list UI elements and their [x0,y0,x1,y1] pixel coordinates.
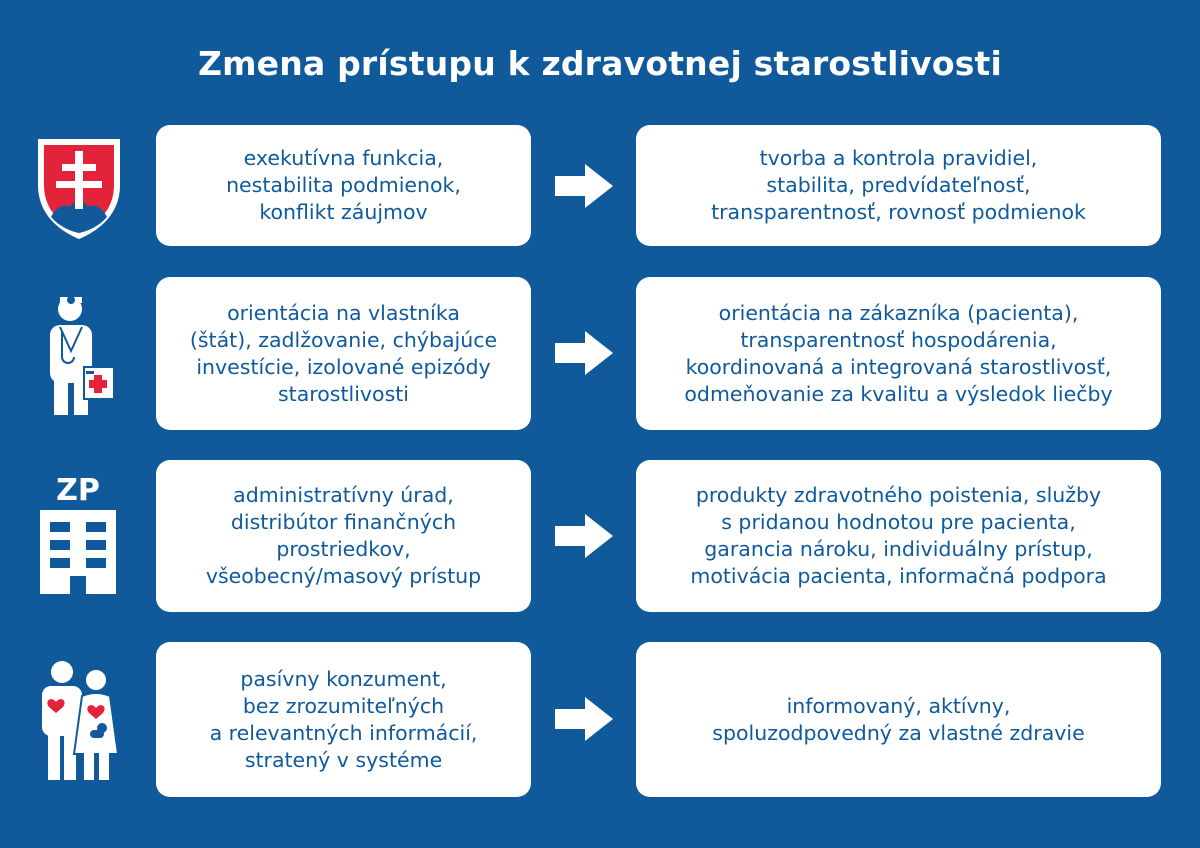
target-state-text: tvorba a kontrola pravidiel, stabilita, predvídateľnosť, transparentnosť, rovnosť podmienok [711,146,1086,224]
row-government [0,125,1200,246]
arrow-right-icon [553,329,615,381]
current-state-box [156,642,531,797]
page-title: Zmena prístupu k zdravotnej starostlivosti [197,44,1003,83]
current-state-box [156,277,531,430]
insurer-label: ZP [56,473,100,508]
doctor-icon [40,291,120,421]
target-state-box [636,460,1161,612]
slovak-coat-of-arms-icon [34,137,124,245]
target-state-text: produkty zdravotného poistenia, služby s pridanou hodnotou pre pacienta, garancia nároku, individuálny prístup, motivácia pacienta, informačná podpora [690,483,1107,588]
row-insurer [0,460,1200,612]
current-state-text: pasívny konzument, bez zrozumiteľných a relevantných informácií, stratený v systéme [209,666,478,772]
current-state-text: administratívny úrad, distribútor finančných prostriedkov, všeobecný/masový prístup [205,483,482,588]
insurance-building-icon [38,474,118,596]
current-state-box [156,460,531,612]
family-icon [36,658,122,786]
arrow-right-icon [553,512,615,564]
arrow-right-icon [553,162,615,214]
target-state-box [636,642,1161,797]
row-provider [0,277,1200,430]
target-state-text: orientácia na zákazníka (pacienta), transparentnosť hospodárenia, koordinovaná a integrovaná starostlivosť, odmeňovanie za kvalitu a výsledok liečby [684,300,1113,406]
current-state-text: exekutívna funkcia, nestabilita podmienok, konflikt záujmov [226,146,461,224]
current-state-text: orientácia na vlastníka (štát), zadlžovanie, chýbajúce investície, izolované epizódy starostlivosti [189,300,498,406]
arrow-right-icon [553,695,615,747]
row-patient [0,642,1200,797]
target-state-text: informovaný, aktívny, spoluzodpovedný za vlastné zdravie [712,693,1085,745]
current-state-box [156,125,531,246]
target-state-box [636,277,1161,430]
target-state-box [636,125,1161,246]
